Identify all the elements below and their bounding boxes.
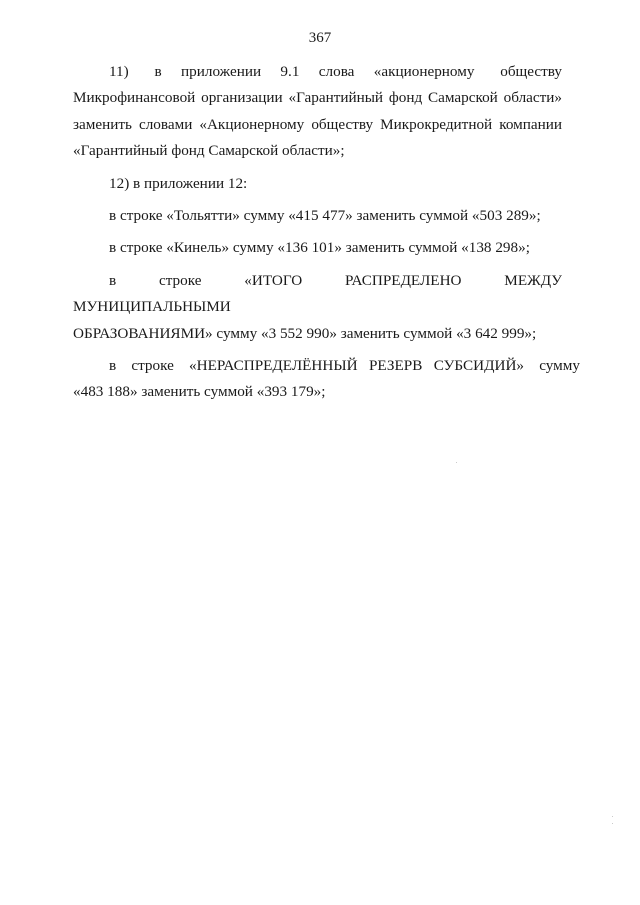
scan-speck <box>456 462 457 463</box>
item-12-reserve-line-1: в строке «НЕРАСПРЕДЕЛЁННЫЙ РЕЗЕРВ СУБСИДИЙ» сумму <box>109 357 580 375</box>
item-11-line-1: 11) в приложении 9.1 слова «акционерному обществу <box>109 63 562 80</box>
item-11-line-2: Микрофинансовой организации «Гарантийный фонд Самарской области» <box>73 89 562 107</box>
item-12-reserve-paragraph <box>73 353 580 406</box>
item-12-itogo-line-2: ОБРАЗОВАНИЯМИ» сумму «3 552 990» заменить суммой «3 642 999»; <box>73 324 537 342</box>
item-12-kinel-line: в строке «Кинель» сумму «136 101» заменить суммой «138 298»; <box>109 239 530 257</box>
item-11-line-4: «Гарантийный фонд Самарской области»; <box>73 142 345 160</box>
scan-speck <box>612 823 613 824</box>
item-12-reserve-line-2: «483 188» заменить суммой «393 179»; <box>73 383 326 401</box>
document-body <box>73 59 580 406</box>
item-12-itogo-paragraph <box>73 268 562 347</box>
item-12-itogo-line-1: в строке «ИТОГО РАСПРЕДЕЛЕНО МЕЖДУ МУНИЦИПАЛЬНЫМИ <box>73 271 562 316</box>
item-11-line-3: заменить словами «Акционерному обществу Микрокредитной компании <box>73 115 562 133</box>
scan-speck <box>612 816 613 817</box>
page-number: 367 <box>308 30 332 46</box>
item-12-heading: 12) в приложении 12: <box>109 174 248 192</box>
item-12-tolyatti-line: в строке «Тольятти» сумму «415 477» заменить суммой «503 289»; <box>109 207 541 225</box>
item-11-paragraph <box>73 59 562 165</box>
